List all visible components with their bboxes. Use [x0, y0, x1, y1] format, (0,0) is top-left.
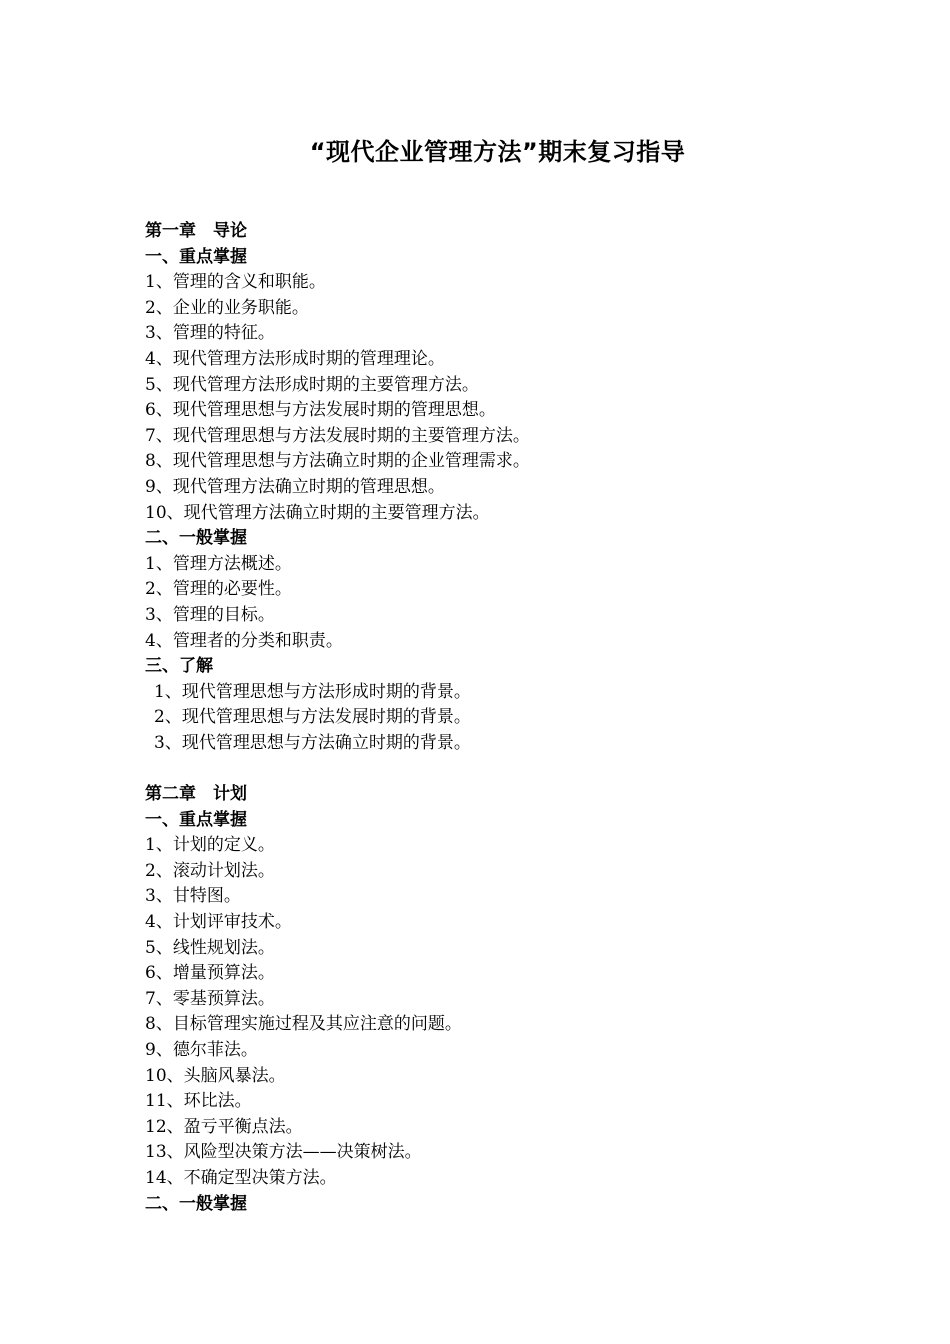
chapter-1-heading: 第一章 导论 — [145, 221, 247, 241]
list-item: 14、不确定型决策方法。 — [145, 1167, 337, 1188]
list-item: 8、现代管理思想与方法确立时期的企业管理需求。 — [145, 451, 530, 472]
list-item: 2、管理的必要性。 — [145, 579, 292, 600]
chapter-2-section-1-heading: 一、重点掌握 — [145, 809, 247, 830]
list-item: 9、德尔菲法。 — [145, 1040, 258, 1060]
list-item: 3、管理的目标。 — [145, 604, 275, 625]
list-item: 3、现代管理思想与方法确立时期的背景。 — [154, 732, 471, 753]
list-item: 11、环比法。 — [145, 1091, 252, 1112]
list-item: 2、企业的业务职能。 — [145, 297, 309, 318]
list-item: 13、风险型决策方法——决策树法。 — [145, 1142, 422, 1163]
list-item: 4、计划评审技术。 — [145, 912, 292, 933]
document-body — [145, 219, 845, 1217]
list-item: 12、盈亏平衡点法。 — [145, 1116, 303, 1137]
list-item: 10、现代管理方法确立时期的主要管理方法。 — [145, 502, 490, 523]
chapter-1-section-3-heading: 三、了解 — [145, 656, 213, 677]
list-item: 6、增量预算法。 — [145, 963, 275, 984]
list-item: 6、现代管理思想与方法发展时期的管理思想。 — [145, 400, 496, 421]
document-title: “现代企业管理方法”期末复习指导 — [309, 138, 686, 166]
chapter-2-section-2-heading: 二、一般掌握 — [145, 1193, 247, 1214]
list-item: 9、现代管理方法确立时期的管理思想。 — [145, 476, 445, 497]
list-item: 3、甘特图。 — [145, 886, 241, 907]
list-item: 2、滚动计划法。 — [145, 860, 275, 881]
list-item: 3、管理的特征。 — [145, 323, 275, 344]
list-item: 7、现代管理思想与方法发展时期的主要管理方法。 — [145, 425, 530, 446]
list-item: 5、线性规划法。 — [145, 937, 275, 958]
chapter-2-heading: 第二章 计划 — [145, 784, 247, 805]
list-item: 5、现代管理方法形成时期的主要管理方法。 — [145, 374, 479, 395]
chapter-1-section-1-heading: 一、重点掌握 — [145, 246, 247, 267]
list-item: 10、头脑风暴法。 — [145, 1065, 286, 1086]
list-item: 2、现代管理思想与方法发展时期的背景。 — [154, 707, 471, 728]
list-item: 4、现代管理方法形成时期的管理理论。 — [145, 348, 445, 369]
list-item: 7、零基预算法。 — [145, 988, 275, 1009]
list-item: 1、现代管理思想与方法形成时期的背景。 — [154, 681, 471, 702]
list-item: 1、计划的定义。 — [145, 835, 275, 856]
list-item: 4、管理者的分类和职责。 — [145, 630, 343, 651]
list-item: 1、管理方法概述。 — [145, 553, 292, 574]
chapter-1-section-2-heading: 二、一般掌握 — [145, 528, 247, 549]
list-item: 1、管理的含义和职能。 — [145, 272, 326, 293]
list-item: 8、目标管理实施过程及其应注意的问题。 — [145, 1014, 462, 1035]
chapter-spacer — [145, 756, 845, 782]
